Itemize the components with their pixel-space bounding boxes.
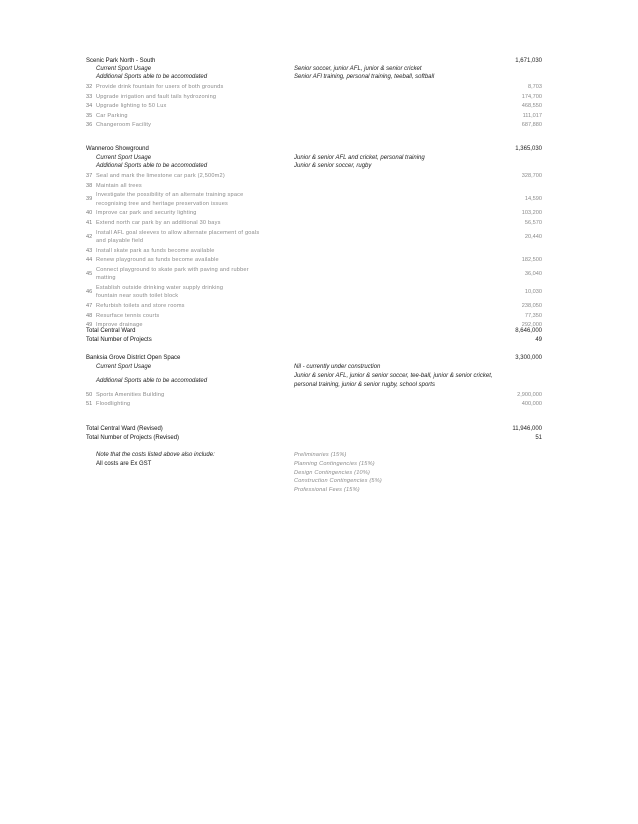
item-amount: 328,700	[521, 173, 542, 179]
item-description: Improve drainage	[96, 322, 143, 329]
item-amount: 468,550	[521, 103, 542, 109]
usage-label: Current Sport Usage	[96, 155, 152, 161]
item-description: Changeroom Facility	[96, 122, 152, 128]
item-description: Car Parking	[96, 112, 128, 119]
item-number: 40	[86, 210, 93, 217]
item-amount: 111,017	[522, 112, 542, 119]
item-description: and playable field	[96, 238, 144, 244]
item-description: Extend north car park by an additional 30 bays	[96, 219, 221, 226]
item-amount: 238,050	[521, 303, 542, 309]
revised-projects-value: 51	[535, 435, 542, 441]
section-title: Banksia Grove District Open Space	[86, 355, 181, 361]
note-text: Note that the costs listed above also include:	[96, 452, 215, 458]
item-description: fountain near south toilet block	[96, 293, 179, 300]
additional-value: Junior & senior AFL, junior & senior soccer, tee-ball, junior & senior cricket,	[294, 373, 493, 379]
item-description: Sports Amenities Building	[96, 392, 165, 398]
item-amount: 400,000	[521, 401, 542, 407]
revised-total-value: 11,946,000	[512, 426, 542, 432]
included-cost-item: Professional Fees (15%)	[294, 487, 360, 494]
revised-total-label: Total Central Ward (Revised)	[86, 426, 163, 432]
additional-value: personal training, junior & senior rugby, school sports	[294, 382, 435, 388]
item-amount: 20,440	[524, 233, 542, 240]
item-amount: 8,703	[528, 84, 542, 90]
item-number: 42	[86, 233, 93, 240]
item-number: 51	[86, 401, 93, 407]
revised-projects-label: Total Number of Projects (Revised)	[86, 435, 180, 441]
item-description: Maintain all trees	[96, 182, 142, 189]
item-amount: 182,500	[521, 257, 542, 264]
item-description: Establish outside drinking water supply drinking	[96, 284, 224, 291]
usage-label: Current Sport Usage	[96, 66, 152, 72]
item-description: Floodlighting	[96, 401, 131, 407]
included-cost-item: Planning Contingencies (15%)	[294, 460, 375, 467]
item-amount: 687,880	[521, 122, 542, 128]
item-description: Upgrade irrigation and fault tails hydrozoning	[96, 93, 217, 100]
total-value: 8,646,000	[515, 328, 542, 334]
item-amount: 77,350	[524, 312, 542, 319]
usage-label: Current Sport Usage	[96, 364, 152, 370]
item-number: 34	[86, 103, 93, 109]
item-amount: 103,200	[521, 210, 542, 217]
item-amount: 56,570	[524, 219, 542, 226]
item-number: 36	[86, 122, 93, 128]
projects-value: 49	[535, 337, 542, 343]
section-total: 1,365,030	[515, 146, 542, 152]
item-amount: 14,590	[524, 196, 542, 203]
usage-value: Junior & senior AFL and cricket, personal training	[294, 155, 425, 161]
usage-value: Senior soccer, junior AFL, junior & senior cricket	[294, 66, 422, 72]
included-cost-item: Preliminaries (15%)	[294, 452, 347, 458]
gst-note: All costs are Ex GST	[96, 461, 152, 467]
item-number: 47	[86, 303, 93, 309]
section-total: 3,300,000	[515, 355, 542, 361]
item-description: Upgrade lighting to 50 Lux	[96, 103, 167, 109]
item-description: matting	[96, 275, 116, 282]
total-label: Total Central Ward	[86, 328, 136, 334]
additional-label: Additional Sports able to be accomodated	[96, 378, 208, 384]
additional-value: Junior & senior soccer, rugby	[294, 163, 372, 169]
item-number: 35	[86, 112, 93, 119]
item-description: recognising tree and heritage preservation issues	[96, 200, 229, 207]
item-description: Install AFL goal sleeves to allow alternate placement of goals	[96, 229, 260, 236]
section-title: Scenic Park North - South	[86, 58, 156, 64]
item-number: 43	[86, 247, 93, 254]
included-cost-item: Design Contingencies (10%)	[294, 469, 371, 476]
additional-label: Additional Sports able to be accomodated	[96, 74, 208, 80]
included-cost-item: Construction Contingencies (5%)	[294, 478, 382, 485]
item-number: 39	[86, 196, 93, 203]
item-number: 50	[86, 392, 93, 398]
item-description: Connect playground to skate park with paving and rubber	[96, 266, 249, 273]
item-description: Improve car park and security lighting	[96, 210, 197, 217]
item-number: 48	[86, 312, 93, 319]
item-number: 41	[86, 219, 93, 226]
item-amount: 36,040	[524, 271, 542, 278]
item-description: Resurface tennis courts	[96, 312, 160, 319]
projects-label: Total Number of Projects	[86, 337, 152, 343]
item-description: Provide drink fountain for users of both grounds	[96, 84, 224, 90]
item-number: 46	[86, 289, 93, 296]
item-description: Investigate the possibility of an alternate training space	[96, 192, 244, 199]
item-description: Install skate park as funds become available	[96, 247, 215, 254]
section-title: Wanneroo Showground	[86, 146, 149, 152]
usage-value: Nil - currently under construction	[294, 364, 381, 370]
item-description: Refurbish toilets and store rooms	[96, 303, 185, 309]
item-number: 44	[86, 257, 93, 264]
item-description: Renew playground as funds become available	[96, 257, 219, 264]
additional-label: Additional Sports able to be accomodated	[96, 163, 208, 169]
item-number: 33	[86, 93, 93, 100]
additional-value: Senior AFl training, personal training, teeball, softball	[294, 74, 435, 80]
item-amount: 10,030	[524, 289, 542, 296]
item-amount: 292,000	[521, 322, 542, 329]
item-number: 49	[86, 322, 93, 329]
section-total: 1,671,030	[515, 58, 542, 64]
item-number: 45	[86, 271, 93, 278]
item-amount: 174,700	[521, 93, 542, 100]
item-number: 37	[86, 173, 93, 179]
item-description: Seal and mark the limestone car park (2,500m2)	[96, 173, 225, 179]
item-number: 38	[86, 182, 93, 189]
item-number: 32	[86, 84, 93, 90]
item-amount: 2,900,000	[517, 392, 542, 398]
